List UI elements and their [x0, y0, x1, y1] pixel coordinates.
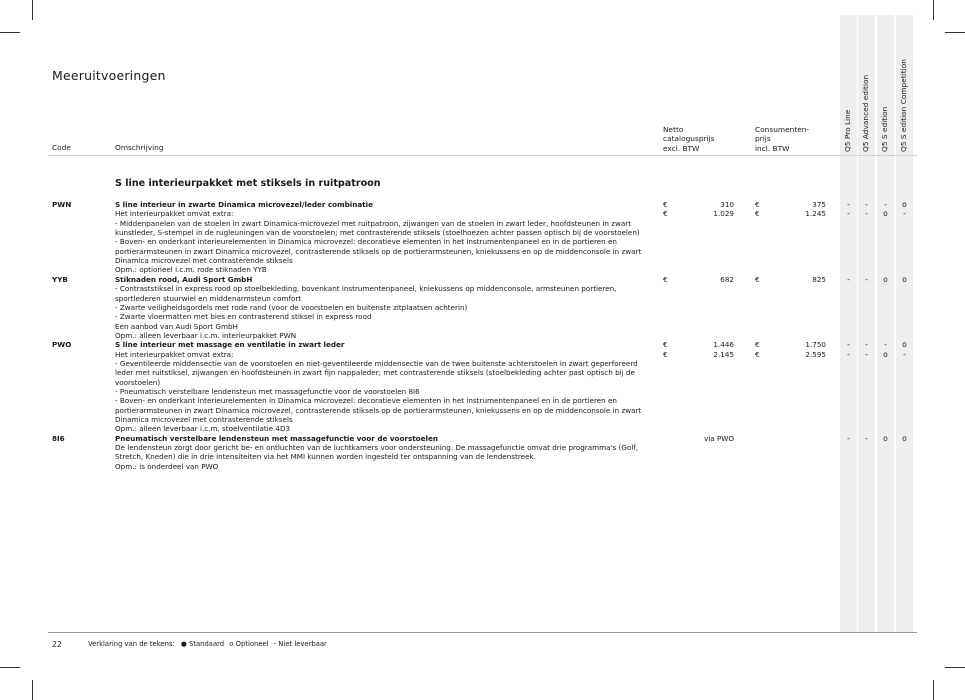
legend-label: Verklaring van de tekens:: [88, 640, 175, 648]
consumer-price: 1.245: [805, 209, 826, 219]
availability-mark: o: [883, 209, 888, 219]
column-header-description: Omschrijving: [115, 143, 164, 152]
option-description: - Pneumatisch verstelbare lendensteun met massagefunctie voor de voorstoelen 8I6: [115, 387, 420, 396]
legend-na-symbol: -: [273, 640, 277, 648]
option-description: Opm.: optioneel i.c.m. rode stiknaden YYB: [115, 265, 267, 275]
availability-mark: -: [865, 274, 868, 284]
version-header-pro-line: Q5 Pro Line: [843, 109, 852, 152]
legend-na: Niet leverbaar: [278, 640, 327, 648]
column-header-consumer-price: Consumenten- prijs incl. BTW: [755, 125, 810, 153]
availability-mark: -: [865, 209, 868, 219]
crop-mark: [933, 680, 934, 700]
option-description: De lendensteun zorgt door gericht be- en ontluchten van de luchtkamers voor ondersteuning. De massagefunctie omvat drie programma's (Golf,: [115, 443, 639, 453]
availability-mark: -: [903, 209, 906, 219]
euro-symbol: €: [663, 200, 668, 209]
availability-mark: o: [902, 200, 907, 209]
availability-mark: o: [902, 274, 907, 284]
version-header-advanced-edition: Q5 Advanced edition: [861, 74, 870, 152]
option-description: voorstoelen): [115, 377, 161, 387]
availability-mark: -: [847, 349, 850, 359]
standard-bullet-icon: ●: [180, 640, 187, 648]
option-title: S line interieur in zwarte Dinamica microvezel/leder combinatie: [115, 200, 373, 209]
euro-symbol: €: [663, 340, 668, 350]
section-title: S line interieurpakket met stiksels in ruitpatroon: [115, 178, 381, 189]
net-price: 682: [720, 274, 734, 284]
crop-mark: [0, 667, 20, 668]
option-description: - Zwarte vloermatten met bies en contrasterend stiksel in express rood: [115, 312, 372, 322]
option-description: - Geventileerde middensectie van de voorstoelen en niet-geventileerde middensectie van de twee buitenste achterstoelen in zwart geperforeerd: [115, 358, 638, 368]
euro-symbol: €: [755, 200, 760, 209]
column-header-code: Code: [52, 143, 71, 152]
euro-symbol: €: [755, 209, 760, 219]
option-code: YYB: [52, 274, 68, 284]
version-header-s-edition: Q5 S edition: [880, 106, 889, 152]
option-description: - Contraststiksel in express rood op stoelbekleding, bovenkant instrumentenpaneel, kniekussens op middenconsole, armsteunen portieren,: [115, 284, 617, 294]
page-title: Meeruitvoeringen: [52, 68, 166, 83]
availability-mark: o: [883, 433, 888, 443]
option-code: PWN: [52, 200, 72, 209]
crop-mark: [945, 32, 965, 33]
availability-mark: -: [847, 209, 850, 219]
option-description: Stretch, Kneden) die in drie intensiteiten via het MMI kunnen worden ingesteld ter ontspanning van de lendenstreek.: [115, 452, 536, 462]
euro-symbol: €: [755, 340, 760, 350]
net-price: 1.029: [713, 209, 734, 219]
availability-mark: -: [903, 349, 906, 359]
option-title: S line interieur met massage en ventilatie in zwart leder: [115, 340, 345, 350]
availability-mark: o: [902, 340, 907, 350]
availability-mark: -: [865, 200, 868, 209]
availability-mark: -: [847, 340, 850, 350]
euro-symbol: €: [663, 349, 668, 359]
crop-mark: [0, 32, 20, 33]
availability-mark: o: [883, 274, 888, 284]
option-description: Dinamica microvezel met contrasterende stiksels: [115, 256, 293, 266]
column-header-net-price: Netto catalogusprijs excl. BTW: [663, 125, 715, 153]
legend: [88, 640, 327, 648]
option-description: portierarmsteunen in zwart Dinamica microvezel, contrasterende stiksels op de portierarmsteunen, kniekussens en op de middenconsole in zwart: [115, 246, 642, 256]
availability-mark: -: [847, 433, 850, 443]
page-number: 22: [52, 640, 62, 649]
availability-mark: -: [865, 349, 868, 359]
legend-optional: Optioneel: [235, 640, 269, 648]
availability-mark: -: [884, 200, 887, 209]
availability-mark: -: [884, 340, 887, 350]
crop-mark: [32, 680, 33, 700]
option-description: Opm.: alleen leverbaar i.c.m. stoelventilatie 4D3: [115, 424, 291, 434]
consumer-price: 375: [812, 200, 826, 209]
option-code: PWO: [52, 340, 72, 350]
availability-mark: -: [847, 274, 850, 284]
crop-mark: [945, 667, 965, 668]
option-title: Pneumatisch verstelbare lendensteun met massagefunctie voor de voorstoelen: [115, 433, 438, 443]
version-column-band: [840, 15, 857, 632]
option-description: Opm.: alleen leverbaar i.c.m. interieurpakket PWN: [115, 330, 297, 340]
option-description: portierarmsteunen in zwart Dinamica microvezel, contrasterende stiksels op de portierarmsteunen, kniekussens en op de middenconsole in zwart: [115, 405, 642, 415]
option-description: kunstleder, S-stempel in de rugleuningen van de voorstoelen; met contrasterende stiksels (stoelhoezen achter passen optisch bij de voorstoelen): [115, 228, 640, 238]
legend-optional-symbol: o: [229, 640, 234, 648]
euro-symbol: €: [663, 209, 668, 219]
option-description: - Boven- en onderkant interieurelementen in Dinamica microvezel: decoratieve elementen in het instrumentenpaneel en in de portieren en: [115, 396, 617, 406]
availability-mark: -: [865, 340, 868, 350]
euro-symbol: €: [755, 274, 760, 284]
option-description: - Boven- en onderkant interieurelementen in Dinamica microvezel: decoratieve elementen in het instrumentenpaneel en in de portieren en: [115, 237, 617, 247]
option-description: - Middenpanelen van de stoelen in zwart Dinamica-microvezel met ruitpatroon, zijwangen van de stoelen in zwart leder, hoofdsteunen in zwart: [115, 218, 632, 228]
availability-mark: o: [902, 433, 907, 443]
option-description: leder met ruitstiksel, zijwangen en hoofdsteunen in zwart fijn nappaleder; met contrasterende stiksels (stoelbekleding achter past optisch bij de: [115, 368, 635, 378]
legend-standard: Standaard: [189, 640, 225, 648]
option-code: 8I6: [52, 433, 65, 443]
net-price: 310: [720, 200, 734, 209]
consumer-price: 2.595: [805, 349, 826, 359]
footer-divider: [48, 632, 917, 633]
consumer-price: 1.750: [805, 340, 826, 350]
price-via-note: via PWO: [704, 433, 735, 443]
availability-mark: -: [865, 433, 868, 443]
option-title: Stiknaden rood, Audi Sport GmbH: [115, 274, 253, 284]
option-description: Opm.: is onderdeel van PWO: [115, 461, 219, 471]
crop-mark: [32, 0, 33, 20]
option-description: Een aanbod van Audi Sport GmbH: [115, 321, 238, 331]
option-description: - Zwarte veiligheidsgordels met rode rand (voor de voorstoelen en buitenste zitplaatsen achterin): [115, 302, 468, 312]
availability-mark: -: [847, 200, 850, 209]
option-description: sportlederen stuurwiel en middenarmsteun comfort: [115, 293, 302, 303]
availability-mark: o: [883, 349, 888, 359]
crop-mark: [933, 0, 934, 20]
euro-symbol: €: [663, 274, 668, 284]
euro-symbol: €: [755, 349, 760, 359]
version-header-s-edition-competition: Q5 S edition Competition: [899, 59, 908, 152]
option-description: Het interieurpakket omvat extra:: [115, 349, 234, 359]
net-price: 2.145: [713, 349, 734, 359]
net-price: 1.446: [713, 340, 734, 350]
option-description: Dinamica microvezel met contrasterende stiksels: [115, 415, 293, 425]
option-description: Het interieurpakket omvat extra:: [115, 209, 234, 219]
header-divider: [48, 155, 917, 156]
consumer-price: 825: [812, 274, 826, 284]
